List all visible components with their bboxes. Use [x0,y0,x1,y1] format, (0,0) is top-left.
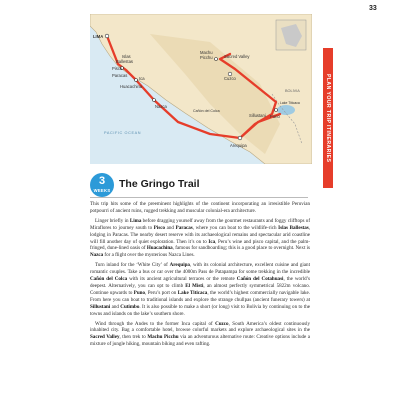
map-label-ballestas: Ballestas [116,59,133,64]
map-label-machu: Machu [200,50,213,55]
map-label-sacred-valley: Sacred Valley [224,54,250,59]
map-label-picchu: Picchu [200,55,213,60]
map-label-huacachina: Huacachina [120,84,143,89]
duration-badge-unit: WEEKS [93,188,111,193]
map-label-lake-titicaca: Lake Titicaca [280,101,300,105]
route-map [90,14,312,164]
map-label-nazca: Nazca [155,104,167,109]
map-label-paracas: Paracas [112,73,128,78]
map-label-puno: Puno [270,114,280,119]
intro-paragraph: This trip hits some of the preeminent highlights of the continent incorporating an irresistible Peruvian potpourri of ancient ruins, rugged trekking and muscular colonial-era architecture. [90,201,310,214]
duration-badge-number: 3 [98,175,106,187]
map-label-cuzco: Cuzco [224,76,236,81]
map-label-islas: Islas [122,54,131,59]
duration-badge [90,173,114,197]
map-label-bolivia: BOLIVIA [285,89,300,93]
itinerary-title: The Gringo Trail [119,178,200,190]
title-divider [90,197,308,198]
map-label-sillustani: Sillustani [249,113,266,118]
map-label-pacific-ocean: PACIFIC OCEAN [104,131,142,135]
page-number: 33 [369,5,377,12]
map-label-arequipa: Arequipa [230,143,247,148]
map-label-pisco: Pisco [112,66,123,71]
map-label-ica: Ica [139,76,145,81]
section-side-tab-label: PLAN YOUR TRIP ITINERARIES [325,73,331,163]
itinerary-body [90,201,310,351]
body-paragraph-3: Wind through the Andes to the former Inca capital of Cuzco, South America’s oldest continuously inhabited city. Bag a comfortable hotel, browse colorful markets and explore archaeological sites in the Sacred Valley, then trek to Machu Picchu via an adventurous alternative route: Creative options include a mixture of jungle hiking, mountain biking and even rafting. [90,320,310,348]
body-paragraph-1: Linger briefly in Lima before dragging yourself away from the gourmet restaurants and foggy clifftops of Miraflores to journey south to Pisco and Paracas, where you can boat to the wildlife-rich Islas Ballestas, lodging in Paracas. The nearby desert reserve with its archaeological remains and spectacular arid coastline will fill another day of quiet exploration. Then it’s on to Ica, Peru’s wine and pisco capital, and the palm-fringed, dune-lined oasis of Huacachina, famous for sandboarding; this is a good place to overnight. Next is Nazca for a flight over the mysterious Nazca Lines. [90,217,310,259]
map-label-lima: LIMA [93,34,104,39]
body-paragraph-2: Turn inland for the ‘White City’ of Arequipa, with its colonial architecture, excellent cuisine and giant romantic couples. Take a bus or car over the 4000m Pass de Patapampa for some trekking in the incredible Cañón del Colca with its ancient agricultural terraces or the remote Cañón del Cotahuasi, the world’s deepest. Alternatively, you can opt to climb El Misti, an almost perfectly symmetrical 5822m volcano. Continue upwards to Puno, Peru’s port on Lake Titicaca, the world’s highest commercially navigable lake. From here you can boat to traditional islands and explore the strange chullpas (ancient funerary towers) at Sillustani and Cutimbo. It is also possible to make a short (or long) visit to Bolivia by continuing on to the towns and islands on the lake’s southern shore. [90,262,311,317]
map-label-canon-del-colca: Cañón del Colca [193,109,220,113]
